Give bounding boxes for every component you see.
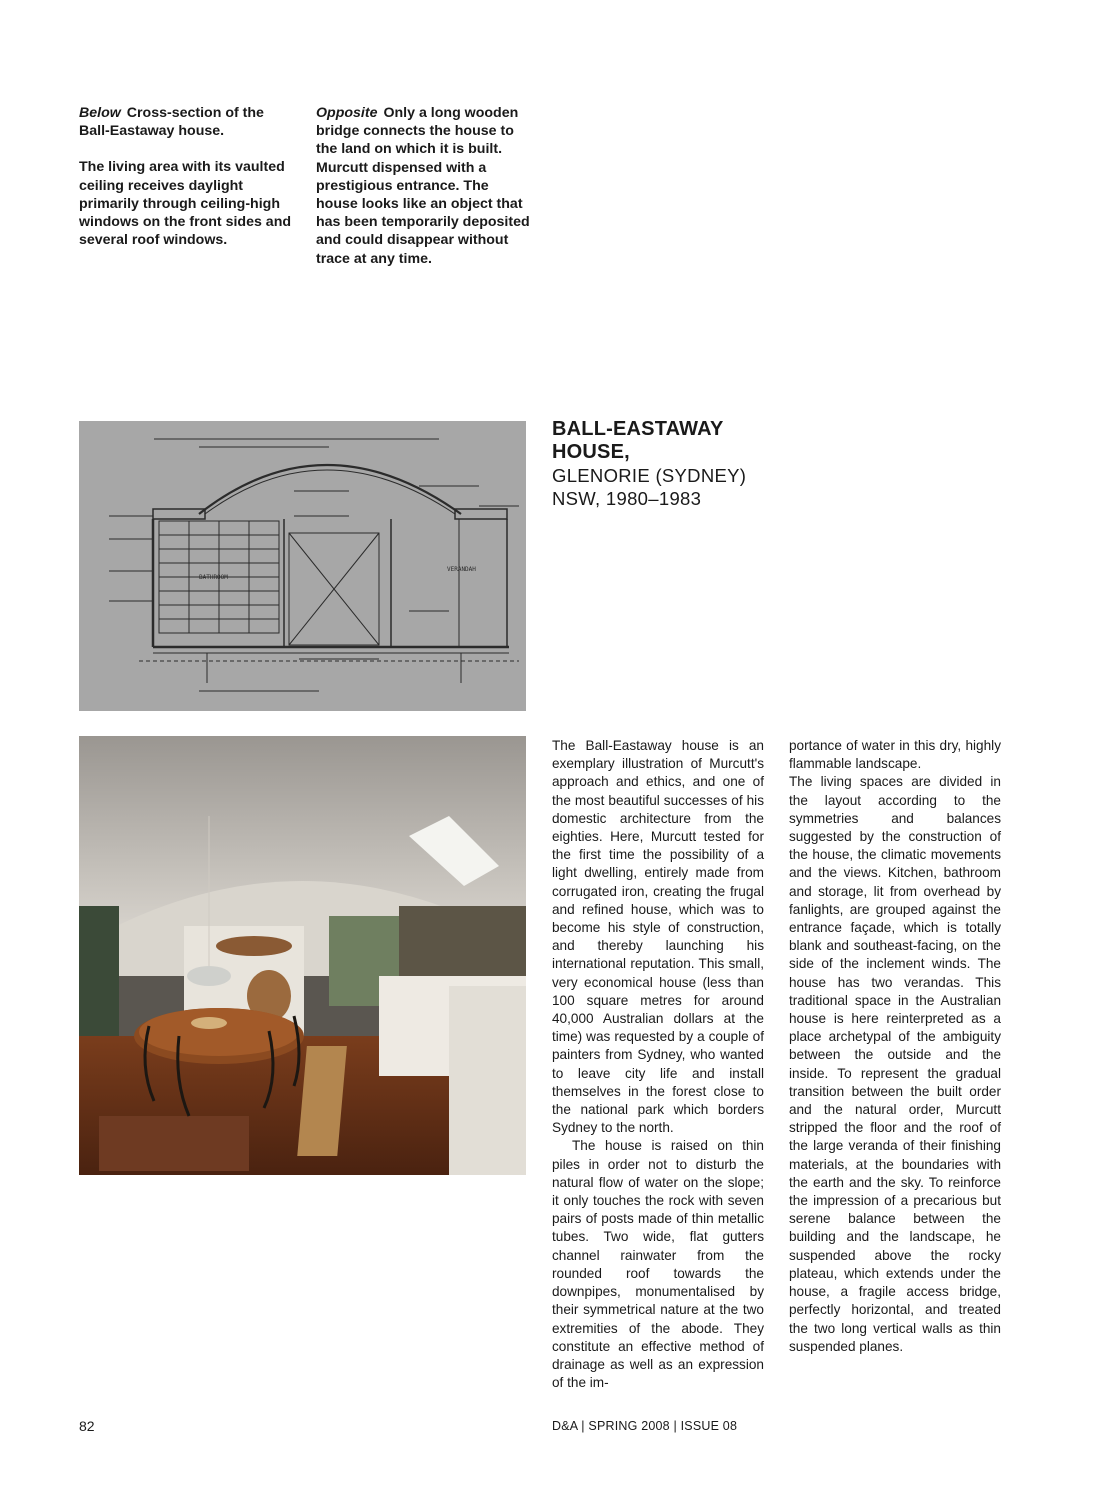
interior-photo-svg xyxy=(79,736,526,1175)
caption-opposite xyxy=(316,104,531,286)
page-number: 82 xyxy=(79,1418,95,1434)
caption-opposite-text: Only a long wooden bridge connects the house to the land on which it is built. Murcutt dispensed with a prestigious entrance. The house looks like an object that has been temporarily deposited and could disappear without trace at any time. xyxy=(316,105,530,267)
body-paragraph-1: The Ball-Eastaway house is an exemplary illustration of Murcutt's approach and ethics, and one of the most beautiful successes of his domestic architecture from the eighties. Here, Murcutt tested for the first time the possibility of a light dwelling, entirely made from corrugated iron, creating the frugal and refined house, which was to become his style of construction, and thereby launching his international reputation. This small, very economical house (less than 100 square metres for around 40,000 Australian dollars at the time) was requested by a couple of painters from Sydney, who wanted to leave city life and install themselves in the forest close to the national park which borders Sydney to the north. xyxy=(552,738,764,1136)
caption-below-line2: The living area with its vaulted ceiling receives daylight primarily through ceiling-high windows on the front sides and several roof windows. xyxy=(79,159,292,249)
cross-section-drawing xyxy=(79,421,526,711)
footer-info: D&A | SPRING 2008 | ISSUE 08 xyxy=(552,1419,738,1433)
caption-below-line1: Cross-section of the Ball-Eastaway house. xyxy=(79,105,264,140)
bathroom-label: BATHROOM xyxy=(199,574,228,581)
veranda-label: VERANDAH xyxy=(447,566,476,573)
caption-below xyxy=(79,104,294,267)
title-line-3: GLENORIE (SYDNEY) xyxy=(552,465,747,486)
body-column-2 xyxy=(789,737,1001,1356)
caption-below-lead: Below xyxy=(79,105,121,121)
caption-opposite-lead: Opposite xyxy=(316,105,378,121)
body-column-1 xyxy=(552,737,764,1392)
title-line-1: BALL-EASTAWAY xyxy=(552,418,724,440)
project-title xyxy=(552,418,782,510)
interior-photo xyxy=(79,736,526,1175)
title-line-2: HOUSE, xyxy=(552,441,630,463)
body-paragraph-2: The house is raised on thin piles in order not to disturb the natural flow of water on the slope; it only touches the rock with seven pairs of posts made of thin metallic tubes. Two wide, flat gutters channel rainwater from the rounded roof towards the downpipes, monumentalised by their symmetrical nature at the two extremities of the abode. They constitute an effective method of drainage as well as an expression of the im- xyxy=(552,1138,764,1391)
cross-section-svg xyxy=(79,421,526,711)
title-line-4: NSW, 1980–1983 xyxy=(552,488,702,509)
body-paragraph-4: The living spaces are divided in the layout according to the symmetries and balances suggested by the construction of the house, the climatic movements and the views. Kitchen, bathroom and storage, lit from overhead by fanlights, are grouped against the entrance façade, which is totally blank and southeast-facing, on the side of the inclement winds. The house has two verandas. This traditional space in the Australian house is here reinterpreted as a place archetypal of the ambiguity between the outside and the inside. To represent the gradual transition between the built order and the natural order, Murcutt stripped the floor and the roof of the large veranda of their finishing materials, at the boundaries with the earth and the sky. To reinforce the impression of a precarious but serene balance between the building and the landscape, he suspended above the rocky plateau, which extends under the house, a fragile access bridge, perfectly horizontal, and treated the two long vertical walls as thin suspended planes. xyxy=(789,774,1001,1354)
body-paragraph-3: portance of water in this dry, highly flammable landscape. xyxy=(789,738,1001,772)
